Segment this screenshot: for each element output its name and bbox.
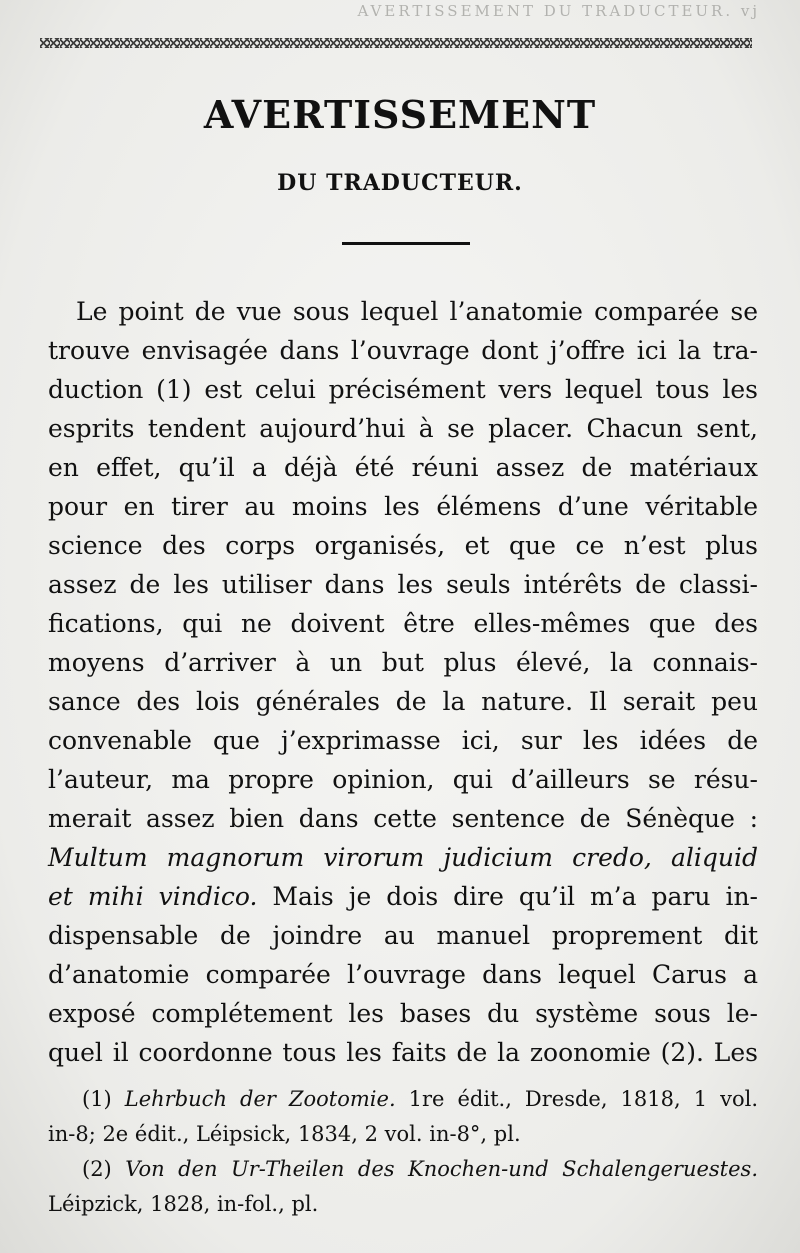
- footnote-1: [48, 1082, 758, 1117]
- text-line: convenable que j’exprimasse ici, sur les idées de: [48, 726, 758, 755]
- latin-quote-end: et mihi vindico.: [48, 882, 258, 911]
- footnote-1-details: 1re édit., Dresde, 1818, 1 vol.: [395, 1087, 758, 1111]
- text-line: quel il coordonne tous les faits de la zoonomie (2). Les: [48, 1038, 758, 1067]
- footnote-2-title: Von den Ur-Theilen des Knochen-und Schalengeruestes.: [125, 1157, 759, 1181]
- text-line: trouve envisagée dans l’ouvrage dont j’offre ici la tra-: [48, 336, 758, 365]
- footnote-1-title: Lehrbuch der Zootomie.: [124, 1087, 396, 1111]
- text-fragment: Mais je dois dire qu’il m’a paru in-: [257, 882, 758, 911]
- title-divider: [342, 242, 470, 245]
- text-line: esprits tendent aujourd’hui à se placer. Chacun sent,: [48, 414, 758, 443]
- text-line: [48, 877, 758, 916]
- text-line: assez de les utiliser dans les seuls intérêts de classi-: [48, 570, 758, 599]
- text-line: duction (1) est celui précisément vers lequel tous les: [48, 375, 758, 404]
- text-line: moyens d’arriver à un but plus élevé, la connais-: [48, 648, 758, 677]
- ornamental-rule: [40, 38, 752, 48]
- running-head: AVERTISSEMENT DU TRADUCTEUR. vj: [357, 2, 760, 20]
- footnote-2-number: (2): [82, 1157, 126, 1181]
- footnote-1-number: (1): [82, 1087, 125, 1111]
- text-line: fications, qui ne doivent être elles-mêmes que des: [48, 609, 758, 638]
- footnote-2: [48, 1152, 758, 1187]
- page-title: AVERTISSEMENT: [203, 92, 597, 137]
- text-line: Le point de vue sous lequel l’anatomie comparée se: [76, 297, 758, 326]
- footnote-1-continued: in-8; 2e édit., Léipsick, 1834, 2 vol. in-8°, pl.: [48, 1122, 521, 1146]
- text-line: science des corps organisés, et que ce n’est plus: [48, 531, 758, 560]
- text-line: dispensable de joindre au manuel proprement dit: [48, 921, 758, 950]
- footnote-2-continued: Léipzick, 1828, in-fol., pl.: [48, 1192, 319, 1216]
- text-line: l’auteur, ma propre opinion, qui d’ailleurs se résu-: [48, 765, 758, 794]
- text-line: d’anatomie comparée l’ouvrage dans lequel Carus a: [48, 960, 758, 989]
- text-line: pour en tirer au moins les élémens d’une véritable: [48, 492, 758, 521]
- text-line: exposé complétement les bases du système sous le-: [48, 999, 758, 1028]
- text-line: merait assez bien dans cette sentence de Sénèque :: [48, 804, 758, 833]
- body-paragraph: [48, 292, 758, 1072]
- latin-quote-line: Multum magnorum virorum judicium credo, aliquid: [48, 843, 758, 872]
- text-line: sance des lois générales de la nature. Il serait peu: [48, 687, 758, 716]
- footnotes: [48, 1082, 758, 1222]
- text-line: en effet, qu’il a déjà été réuni assez de matériaux: [48, 453, 758, 482]
- page-subtitle: DU TRADUCTEUR.: [277, 170, 523, 196]
